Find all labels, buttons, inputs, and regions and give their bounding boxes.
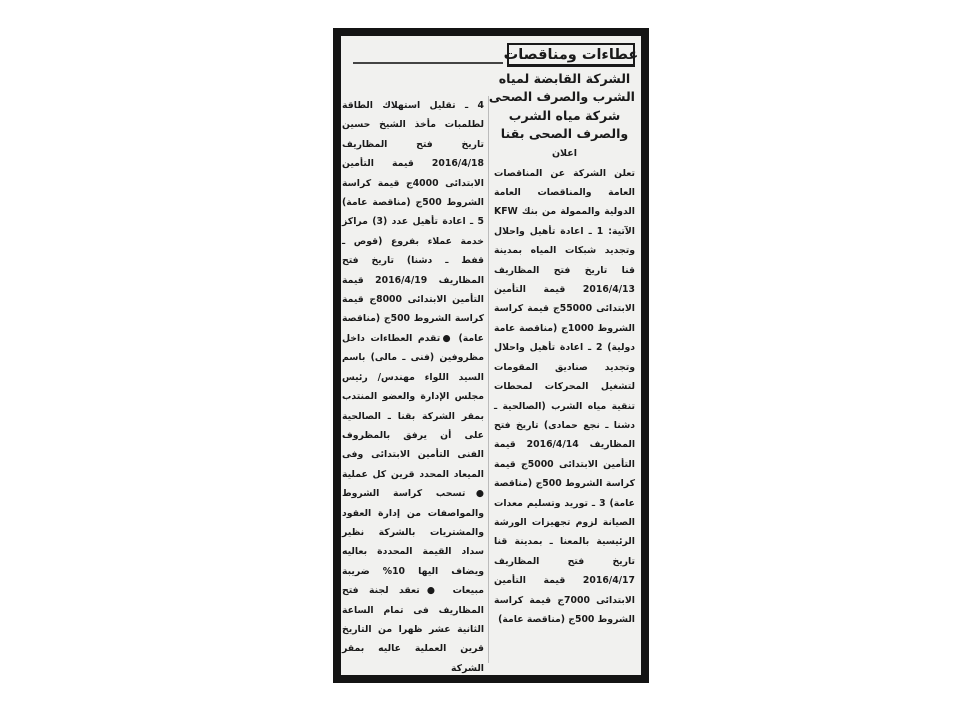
- column-separator: [488, 96, 489, 663]
- right-column-text: تعلن الشركة عن المناقصات العامة والمناقصات العامة الدولية والممولة من بنك KFW الآتية: 1 ـ اعادة تأهيل واحلال وتجديد شبكات المياه بمدينة قنا تاريخ فتح المظاريف 2016/4/13 قيمة التأمين الابتدائى 55000ج قيمة كراسة الشروط 1000ج (مناقصة عامة دولية) 2 ـ اعادة تأهيل واحلال وتجديد صناديق المقومات لتشغيل المحركات لمحطات تنقية مياه الشرب (الصالحية ـ دشنا ـ نجع حمادى) تاريخ فتح المظاريف 2016/4/14 قيمة التأمين الابتدائى 5000ج قيمة كراسة الشروط 500ج (مناقصة عامة) 3 ـ توريد وتسليم معدات الصيانة لزوم تجهيزات الورشة الرئيسية بالمعنا ـ بمدينة قنا تاريخ فتح المظاريف 2016/4/17 قيمة التأمين الابتدائى 7000ج قيمة كراسة الشروط 500ج (مناقصة عامة): [494, 167, 635, 625]
- notice-label: اعلان: [551, 147, 578, 159]
- section-header: عطاءات ومناقصات: [507, 43, 635, 67]
- right-column: [488, 70, 635, 629]
- left-column: [342, 96, 484, 675]
- newspaper-clipping-frame: [333, 28, 649, 683]
- company-title-line-3: شركة مياه الشرب: [508, 107, 621, 123]
- company-title-line-1: الشركة القابضة لمياه: [498, 71, 631, 86]
- header-rule: [353, 62, 503, 64]
- company-title-line-4: والصرف الصحى بقنا: [500, 126, 629, 142]
- company-title-line-2: الشرب والصرف الصحى: [488, 89, 635, 105]
- left-column-text: 4 ـ تقليل استهلاك الطاقة لطلمبات مأخذ الشيخ حسين تاريخ فتح المظاريف 2016/4/18 قيمة التأمين الابتدائى 4000ج قيمة كراسة الشروط 500ج (مناقصة عامة) 5 ـ اعادة تأهيل عدد (3) مراكز خدمة عملاء بفروع (قوص ـ قفط ـ دشنا) تاريخ فتح المظاريف 2016/4/19 قيمة التأمين الابتدائى 8000ج قيمة كراسة الشروط 500ج (مناقصة عامة) ●تقدم العطاءات داخل مظروفين (فنى ـ مالى) باسم السيد اللواء مهندس/ رئيس مجلس الإدارة والعضو المنتدب بمقر الشركة بقنا ـ الصالحية على أن يرفق بالمظروف الفنى التأمين الابتدائى وفى الميعاد المحدد قرين كل عملية ●تسحب كراسة الشروط والمواصفات من إدارة العقود والمشتريات بالشركة نظير سداد القيمة المحددة بعاليه ويضاف اليها 10% ضريبة مبيعات ●تعقد لجنة فتح المظاريف فى تمام الساعة الثانية عشر ظهرا من التاريخ قرين العملية عاليه بمقر الشركة: [342, 100, 484, 674]
- newspaper-clipping: [341, 36, 641, 675]
